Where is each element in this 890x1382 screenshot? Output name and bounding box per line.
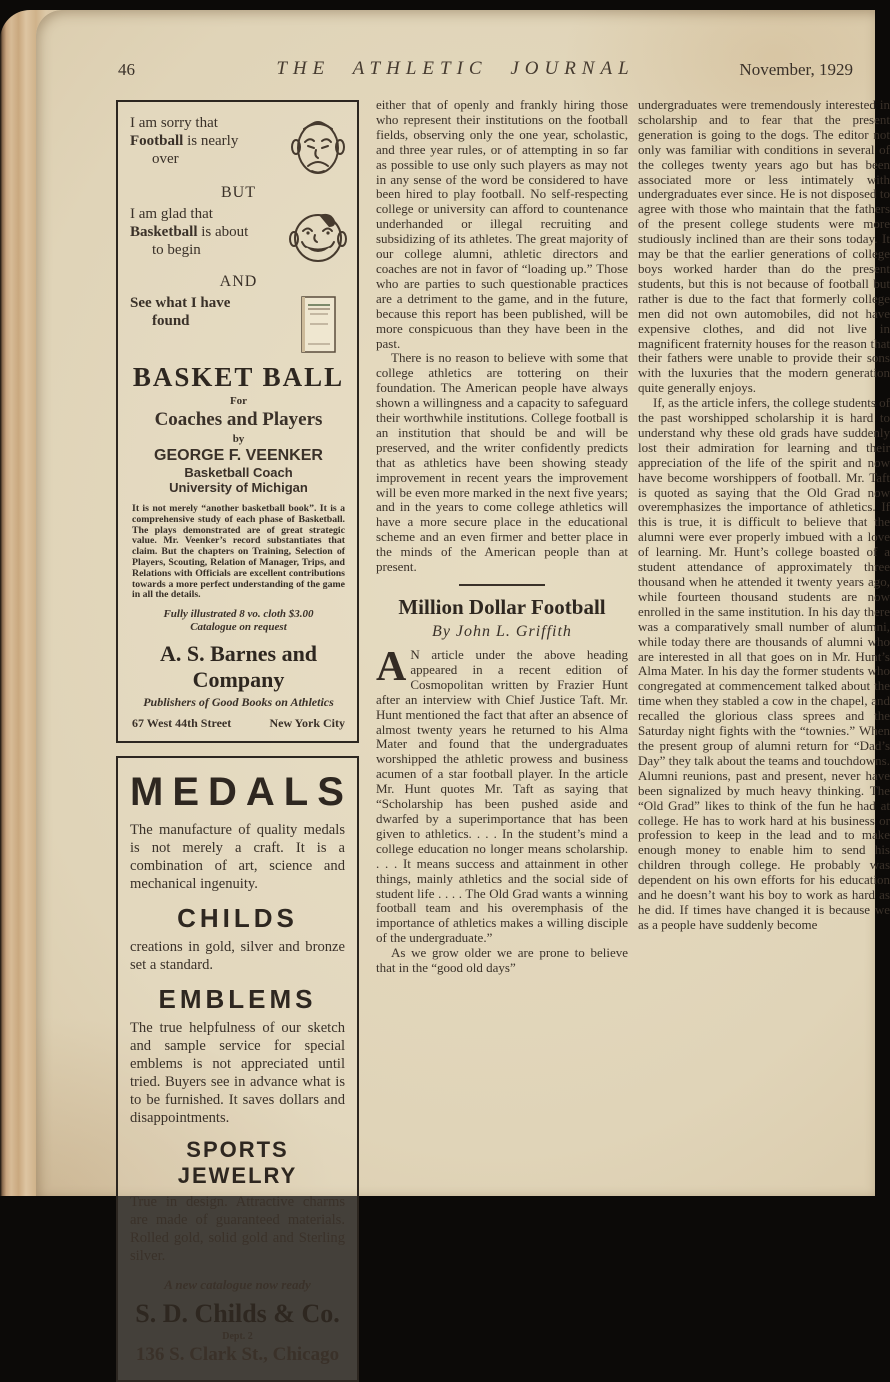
article-paragraph: There is no reason to believe with some that college athletics are tottering on their foundation. The American people have always shown a willingness and a capacity to safeguard their worthwhile institutions. College football is an institution that should be and will be preserved, and the writer confidently predicts that as athletics have been showing steady improvement in recent years the improvement will be even more marked in the next five years; and in the years to come college athletics will have a more secure place in the educational scheme and an even firmer and better place in the minds of the American people than at present. xyxy=(376,350,628,575)
ad-line xyxy=(130,223,289,241)
article-divider-rule xyxy=(459,584,545,586)
ad-line: See what I have xyxy=(130,295,231,311)
ad-and-label: AND xyxy=(219,273,258,290)
ad-author-school: University of Michigan xyxy=(169,480,308,495)
article-right-column xyxy=(638,98,890,1118)
ad-intro-sorry-row xyxy=(130,114,347,180)
ad-jewelry-text: True in design. Attractive charms are made of guaranteed materials. Rolled gold, solid gold and Sterling silver. xyxy=(130,1194,345,1265)
article-middle-column xyxy=(376,98,628,976)
ad-emblems-heading: EMBLEMS xyxy=(158,984,317,1015)
ad-but-label: BUT xyxy=(221,184,256,201)
article-heading: Million Dollar Football xyxy=(398,595,606,619)
ad-line: I am sorry that xyxy=(130,115,218,131)
happy-face-icon xyxy=(289,205,347,269)
ad-medals xyxy=(116,756,359,1382)
ad-bold-word: Basketball xyxy=(130,224,198,240)
article-byline: By John L. Griffith xyxy=(432,623,572,640)
ad-line: I am glad that xyxy=(130,206,213,222)
ad-basketball-book xyxy=(116,100,359,743)
ad-line-rest: is nearly xyxy=(183,133,239,149)
ad-book-description: It is not merely “another basketball book”. It is a comprehensive study of each phase of Basketball. The plays demonstrated are of great strategic value. Mr. Veenker’s record substantiates that claim. But the chapters on Training, Selection of Players, Scouting, Relation of Manager, Trips, and Relations with Officials are excellent contributions towards a more perfect understanding of the game in all the details. xyxy=(132,503,345,601)
ads-column xyxy=(116,100,359,1382)
ad-medals-dept: Dept. 2 xyxy=(222,1331,253,1343)
ad-book-title: BASKET BALL xyxy=(132,362,345,392)
ad-line: to begin xyxy=(152,242,201,258)
ad-jewelry-heading: SPORTS JEWELRY xyxy=(177,1137,298,1189)
article-paragraph: If, as the article infers, the college students of the past worshipped scholarship it is hard to understand why these old grads have suddenly lost their admiration for learning and their appreciation of the life of the spirit and now have become worshippers of football. Mr. Taft is quoted as saying that the Old Grad now overemphasizes the importance of athletics. If this is true, it is difficult to believe that the alumni were ever properly imbued with a love of learning. Mr. Hunt’s college boasted of a student attendance of approximately three thousand when he attended it twenty years ago, while fourteen thousand students are now enrolled in the same institution. In his day there was a comparatively small number of alumni, while today there are thousands of alumni who are interested in all that goes on in Mr. Hunt’s Alma Mater. In his day the former students who congregated at commencement talked about the time when they stabled a cow in the chapel, and recalled the glorious class sprees and the Saturday night fights with the “townies.” When the present group of alumni return for “Dad’s Day” they talk about the teams and touchdowns. Alumni reunions, past and present, never have been signalized by much heavy thinking. The “Old Grad” likes to think of the fun he had at college. He has to work hard at his business or profession to keep in the lead and to make enough money to enable him to send his children through college. He probably was dependent on his own efforts for his education and he doesn’t want his boy to work as hard as he did. If times have changed it is because we as a people have suddenly become xyxy=(638,395,890,932)
ad-price-line: Fully illustrated 8 vo. cloth $3.00 xyxy=(163,608,314,621)
ad-line: found xyxy=(152,313,190,329)
book-icon xyxy=(289,294,347,356)
ad-medals-intro: The manufacture of quality medals is not merely a craft. It is a combination of art, science and mechanical ingenuity. xyxy=(130,822,345,893)
ad-line xyxy=(130,132,289,150)
ad-address-street: 67 West 44th Street xyxy=(132,716,232,731)
ad-author-name: GEORGE F. VEENKER xyxy=(154,447,323,464)
dropcap-letter: A xyxy=(376,644,407,690)
ad-intro-see-text xyxy=(130,294,289,330)
ad-intro-glad-text xyxy=(130,205,289,259)
article-paragraph-dropcap xyxy=(376,644,628,946)
ad-intro-glad-row xyxy=(130,205,347,269)
page-number: 46 xyxy=(118,60,135,79)
ad-intro-sorry-text xyxy=(130,114,289,168)
ad-book-subtitle: Coaches and Players xyxy=(154,409,323,430)
magazine-page xyxy=(36,10,890,1366)
ad-emblems-text: The true helpfulness of our sketch and sample service for special emblems is not appreciated until tried. Buyers see in advance what is to be furnished. It saves dollars and disappointments. xyxy=(130,1020,345,1127)
ad-childs-heading: CHILDS xyxy=(177,903,298,934)
issue-date: November, 1929 xyxy=(739,60,853,79)
ad-medals-address: 136 S. Clark St., Chicago xyxy=(135,1344,340,1366)
ad-by-label: by xyxy=(232,433,245,445)
ad-publisher-name: A. S. Barnes and Company xyxy=(159,641,318,693)
ad-for-label: For xyxy=(229,395,248,407)
ad-medals-title: MEDALS xyxy=(130,770,353,815)
ad-intro-see-row xyxy=(130,294,347,356)
ad-address-city: New York City xyxy=(269,716,345,731)
ad-childs-text: creations in gold, silver and bronze set a standard. xyxy=(130,939,345,974)
article-paragraph: undergraduates were tremendously interested in scholarship and to fear that the present generation is going to the dogs. The editor not only was familiar with conditions in several of the colleges twenty years ago but has been associated more or less intimately with undergraduates ever since. He is not disposed to agree with those who maintain that the fathers of the present college students were more studiously inclined than are their sons today. It may be that the earlier generations of college boys worked harder than do the present students, but this is not because of football but rather is due to the fact that formerly college men did not own automobiles, did not have expensive clothes, and did not live in magnificent fraternity houses for the reason that their fathers were unable to provide their sons with the luxuries that the modern generation quite generally enjoys. xyxy=(638,97,890,396)
ad-medals-company: S. D. Childs & Co. xyxy=(135,1299,340,1329)
ad-medals-catalogue-line: A new catalogue now ready xyxy=(164,1277,311,1293)
sad-face-icon xyxy=(289,114,347,180)
ad-publisher-tagline: Publishers of Good Books on Athletics xyxy=(143,695,334,710)
ad-author-role: Basketball Coach xyxy=(184,465,293,480)
article-paragraph-text: N article under the above heading appeared in a recent edition of Cosmopolitan written by Frazier Hunt after an interview with Chief Justice Taft. Mr. Hunt mentioned the fact that after an absence of almost twenty years he returned to his Alma Mater and found that the undergraduates worshipped the athletic prowess and business acumen of a star football player. In the article Mr. Hunt quotes Mr. Taft as saying that “Scholarship has been pushed aside and dwarfed by a superimportance that has been given to athletics. . . . In the student’s mind a college education no longer means scholarship. . . . It means success and attainment in other things, mainly athletics and the social side of student life . . . . The Old Grad wants a winning football team and his overemphasis of the importance of athletics makes a willing disciple of the undergraduate.” xyxy=(376,647,628,946)
ad-publisher-address xyxy=(132,716,345,731)
ad-bold-word: Football xyxy=(130,133,184,149)
article-paragraph: As we grow older we are prone to believe that in the “good old days” xyxy=(376,945,628,976)
ad-catalogue-line: Catalogue on request xyxy=(190,621,287,634)
ad-line: over xyxy=(152,151,179,167)
journal-title: THE ATHLETIC JOURNAL xyxy=(276,58,635,79)
ad-line-rest: is about xyxy=(197,224,249,240)
article-paragraph: either that of openly and frankly hiring those who represent their institutions on the football fields, observing only the one year, scholastic, and three year rules, or of attempting in so far as possible to use only such players as may not in any sense of the word be considered to have been hired to play football. No self-respecting college or university can afford to countenance underhanded or illegal recruiting and subsidizing of its athletes. The great majority of our college alumni, athletic directors and coaches are not in favor of “loading up.” Those who are parties to such questionable practices are a detriment to the game, and in the future, because this report has been published, will be more conspicuous than they have been in the past. xyxy=(376,97,628,351)
